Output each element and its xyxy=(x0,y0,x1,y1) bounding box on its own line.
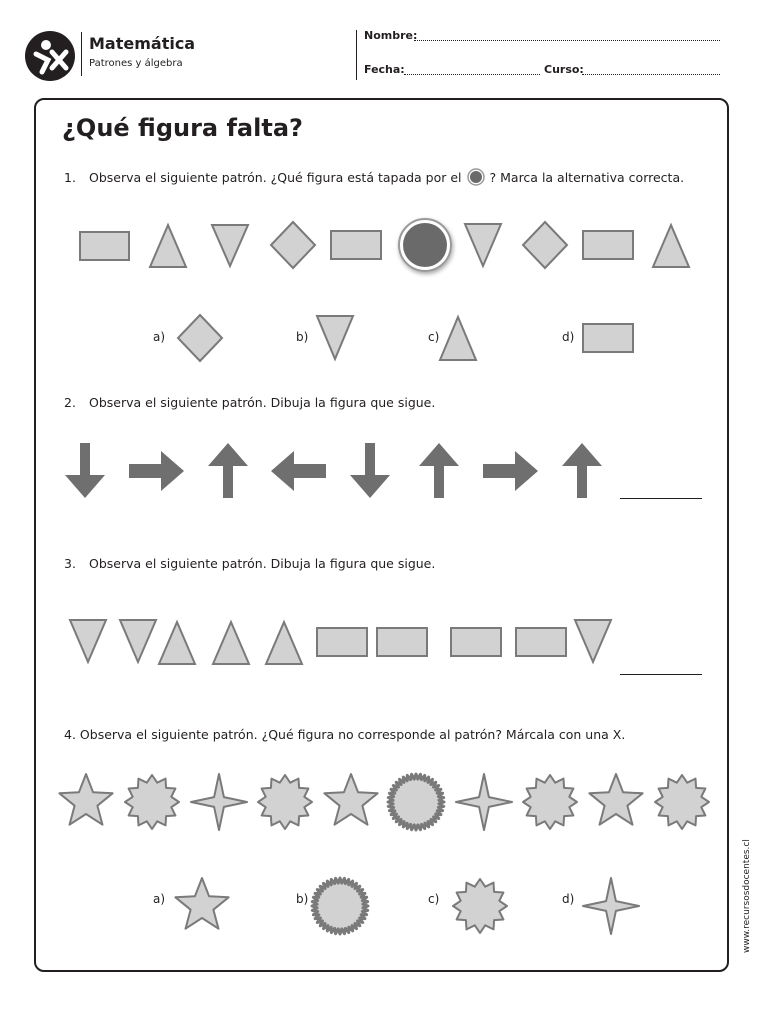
rectangle-shape xyxy=(516,628,566,656)
worksheet-title: ¿Qué figura falta? xyxy=(62,114,303,142)
triangle-down-shape xyxy=(212,225,248,266)
arrow-up-shape xyxy=(562,443,602,498)
star-5-shape[interactable] xyxy=(589,774,642,825)
triangle-down-shape xyxy=(70,620,106,662)
q3-answer-line[interactable] xyxy=(620,674,702,675)
triangle-down-shape xyxy=(120,620,156,662)
question-1-number: 1. xyxy=(64,170,76,185)
option-c-burst-12-shape[interactable] xyxy=(453,879,507,933)
triangle-up-shape xyxy=(653,225,689,267)
arrow-right-shape xyxy=(483,451,538,491)
arrow-right-shape xyxy=(129,451,184,491)
arrow-left-shape xyxy=(271,451,326,491)
website-credit: www.recursosdocentes.cl xyxy=(742,839,752,953)
option-c-triangle-up-shape[interactable] xyxy=(440,317,476,360)
triangle-down-shape xyxy=(575,620,611,662)
q4-option-d-label: d) xyxy=(562,892,575,906)
triangle-up-shape xyxy=(150,225,186,267)
subject-title: Matemática xyxy=(89,34,196,53)
star-5-shape[interactable] xyxy=(59,774,112,825)
rectangle-shape xyxy=(80,232,129,260)
q3-sequence xyxy=(70,620,611,664)
question-2-text: Observa el siguiente patrón. Dibuja la figura que sigue. xyxy=(89,395,436,410)
rectangle-shape xyxy=(377,628,427,656)
star-5-shape[interactable] xyxy=(324,774,377,825)
rectangle-shape xyxy=(317,628,367,656)
rectangle-shape xyxy=(451,628,501,656)
q4-options xyxy=(175,878,639,934)
triangle-up-shape xyxy=(213,622,249,664)
q2-answer-line[interactable] xyxy=(620,498,702,499)
name-label: Nombre: xyxy=(364,29,418,42)
diamond-shape xyxy=(271,222,315,268)
topic-subtitle: Patrones y álgebra xyxy=(89,58,183,69)
question-4-line xyxy=(64,727,625,742)
q1-sequence xyxy=(80,219,689,271)
arrow-up-shape xyxy=(419,443,459,498)
q1-option-d-label: d) xyxy=(562,330,575,344)
arrow-down-shape xyxy=(350,443,390,498)
triangle-down-shape xyxy=(465,224,501,266)
question-1-text-before: Observa el siguiente patrón. ¿Qué figura está tapada por el xyxy=(89,170,462,185)
arrow-up-shape xyxy=(208,443,248,498)
date-label: Fecha: xyxy=(364,63,405,76)
question-2-number: 2. xyxy=(64,395,76,410)
option-b-burst-40-shape[interactable] xyxy=(312,878,368,934)
option-a-star-5-shape[interactable] xyxy=(175,878,228,929)
option-b-triangle-down-shape[interactable] xyxy=(317,316,353,359)
burst-12-shape[interactable] xyxy=(523,775,577,829)
q4-sequence xyxy=(59,774,709,830)
q4-option-a-label: a) xyxy=(153,892,166,906)
triangle-up-shape xyxy=(266,622,302,664)
q4-option-c-label: c) xyxy=(428,892,440,906)
star-4-shape[interactable] xyxy=(191,774,247,830)
question-3-text: Observa el siguiente patrón. Dibuja la figura que sigue. xyxy=(89,556,436,571)
burst-12-shape[interactable] xyxy=(655,775,709,829)
burst-12-shape[interactable] xyxy=(125,775,179,829)
rectangle-shape xyxy=(583,231,633,259)
question-3-number: 3. xyxy=(64,556,76,571)
diamond-shape xyxy=(523,222,567,268)
course-label: Curso: xyxy=(544,63,584,76)
triangle-up-shape xyxy=(159,622,195,664)
q4-option-b-label: b) xyxy=(296,892,309,906)
q1-option-a-label: a) xyxy=(153,330,166,344)
star-4-shape[interactable] xyxy=(456,774,512,830)
q1-option-c-label: c) xyxy=(428,330,440,344)
question-4-text: Observa el siguiente patrón. ¿Qué figura no corresponde al patrón? Márcala con una X. xyxy=(79,727,626,742)
option-d-star-4-shape[interactable] xyxy=(583,878,639,934)
question-1-text-after: ? Marca la alternativa correcta. xyxy=(489,170,685,185)
question-4-number: 4. xyxy=(64,727,76,742)
burst-12-shape[interactable] xyxy=(258,775,312,829)
rectangle-shape xyxy=(331,231,381,259)
option-a-diamond-shape[interactable] xyxy=(178,315,222,361)
q2-sequence xyxy=(65,443,602,498)
arrow-down-shape xyxy=(65,443,105,498)
q1-option-b-label: b) xyxy=(296,330,309,344)
option-d-rectangle-shape[interactable] xyxy=(583,324,633,352)
burst-40-shape[interactable] xyxy=(388,774,444,830)
covered-circle-shape xyxy=(399,219,451,271)
